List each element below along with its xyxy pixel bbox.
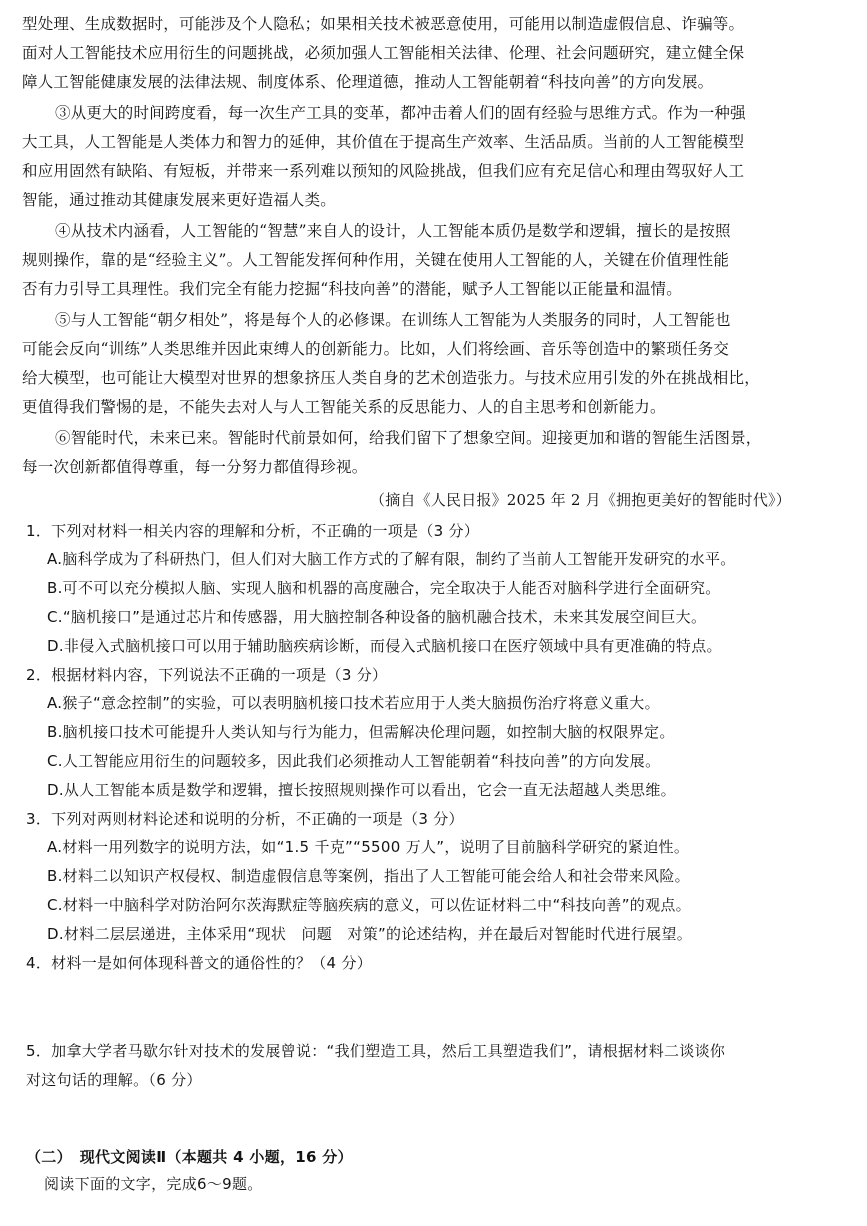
article-line: 大工具，人工智能是人类体力和智力的延伸，其价值在于提高生产效率、生活品质。当前的人工智能模型 <box>22 133 745 151</box>
question-option: C.“脑机接口”是通过芯片和传感器，用大脑控制各种设备的脑机融合技术，未来其发展空间巨大。 <box>47 608 707 626</box>
article-line: 可能会反向“训练”人类思维并因此束缚人的创新能力。比如，人们将绘画、音乐等创造中的繁琐任务交 <box>22 340 730 358</box>
article-line: 规则操作，靠的是“经验主义”。人工智能发挥何种作用，关键在使用人工智能的人，关键在价值理性能 <box>22 251 730 269</box>
article-line: ③从更大的时间跨度看，每一次生产工具的变革，都冲击着人们的固有经验与思维方式。作为一种强 <box>55 104 746 122</box>
article-line: 智能，通过推动其健康发展来更好造福人类。 <box>22 191 337 209</box>
question-stem: 2．根据材料内容，下列说法不正确的一项是（3 分） <box>26 666 388 684</box>
question-stem: 1．下列对材料一相关内容的理解和分析，不正确的一项是（3 分） <box>26 522 480 540</box>
question-stem: 3．下列对两则材料论述和说明的分析，不正确的一项是（3 分） <box>26 810 464 828</box>
article-line: ④从技术内涵看，人工智能的“智慧”来自人的设计，人工智能本质仍是数学和逻辑，擅长的是按照 <box>55 222 731 240</box>
article-line: 和应用固然有缺陷、有短板，并带来一系列难以预知的风险挑战，但我们应有充足信心和理由驾驭好人工 <box>22 162 745 180</box>
article-line: 型处理、生成数据时，可能涉及个人隐私；如果相关技术被恶意使用，可能用以制造虚假信息、诈骗等。 <box>22 15 745 33</box>
article-line: 更值得我们警惕的是，不能失去对人与人工智能关系的反思能力、人的自主思考和创新能力。 <box>22 398 666 416</box>
question-option: B.可不可以充分模拟人脑、实现人脑和机器的高度融合，完全取决于人能否对脑科学进行全面研究。 <box>47 579 721 597</box>
article-line: 否有力引导工具理性。我们完全有能力挖掘“科技向善”的潜能，赋予人工智能以正能量和温情。 <box>22 280 682 298</box>
question-option: B.材料二以知识产权侵权、制造虚假信息等案例，指出了人工智能可能会给人和社会带来风险。 <box>47 867 690 885</box>
question-option: C.人工智能应用衍生的问题较多，因此我们必须推动人工智能朝着“科技向善”的方向发展。 <box>47 752 661 770</box>
question-option: A.材料一用列数字的说明方法，如“1.5 千克”“5500 万人”，说明了目前脑科学研究的紧迫性。 <box>47 838 690 856</box>
article-line: 给大模型，也可能让大模型对世界的想象挤压人类自身的艺术创造张力。与技术应用引发的外在挑战相比， <box>22 369 760 387</box>
section-heading: （二） 现代文阅读Ⅱ（本题共 4 小题，16 分） <box>26 1148 353 1166</box>
question-option: D.从人工智能本质是数学和逻辑，擅长按照规则操作可以看出，它会一直无法超越人类思维。 <box>47 781 676 799</box>
section-instruction: 阅读下面的文字，完成6～9题。 <box>44 1175 263 1193</box>
question-option: D.材料二层层递进，主体采用“现状 问题 对策”的论述结构，并在最后对智能时代进行展望。 <box>47 925 693 943</box>
question-option: C.材料一中脑科学对防治阿尔茨海默症等脑疾病的意义，可以佐证材料二中“科技向善”的观点。 <box>47 896 691 914</box>
question-option: D.非侵入式脑机接口可以用于辅助脑疾病诊断，而侵入式脑机接口在医疗领域中具有更准确的特点。 <box>47 637 722 655</box>
question-stem: 5．加拿大学者马歇尔针对技术的发展曾说：“我们塑造工具，然后工具塑造我们”，请根据材料二谈谈你 <box>26 1042 726 1060</box>
question-option: A.脑科学成为了科研热门，但人们对大脑工作方式的了解有限，制约了当前人工智能开发研究的水平。 <box>47 550 736 568</box>
question-stem: 4．材料一是如何体现科普文的通俗性的？（4 分） <box>26 954 373 972</box>
article-line: ⑥智能时代，未来已来。智能时代前景如何，给我们留下了想象空间。迎接更加和谐的智能生活图景， <box>55 429 762 447</box>
article-line: 每一次创新都值得尊重，每一分努力都值得珍视。 <box>22 458 368 476</box>
article-line: 面对人工智能技术应用衍生的问题挑战，必须加强人工智能相关法律、伦理、社会问题研究，建立健全保 <box>22 44 745 62</box>
article-line: 障人工智能健康发展的法律法规、制度体系、伦理道德，推动人工智能朝着“科技向善”的方向发展。 <box>22 73 714 91</box>
question-stem: 对这句话的理解。（6 分） <box>26 1071 202 1089</box>
article-line: ⑤与人工智能“朝夕相处”，将是每个人的必修课。在训练人工智能为人类服务的同时，人工智能也 <box>55 311 731 329</box>
question-option: A.猴子“意念控制”的实验，可以表明脑机接口技术若应用于人类大脑损伤治疗将意义重大。 <box>47 694 660 712</box>
article-source: （摘自《人民日报》2025 年 2 月《拥抱更美好的智能时代》） <box>370 491 791 509</box>
question-option: B.脑机接口技术可能提升人类认知与行为能力，但需解决伦理问题，如控制大脑的权限界定。 <box>47 723 675 741</box>
